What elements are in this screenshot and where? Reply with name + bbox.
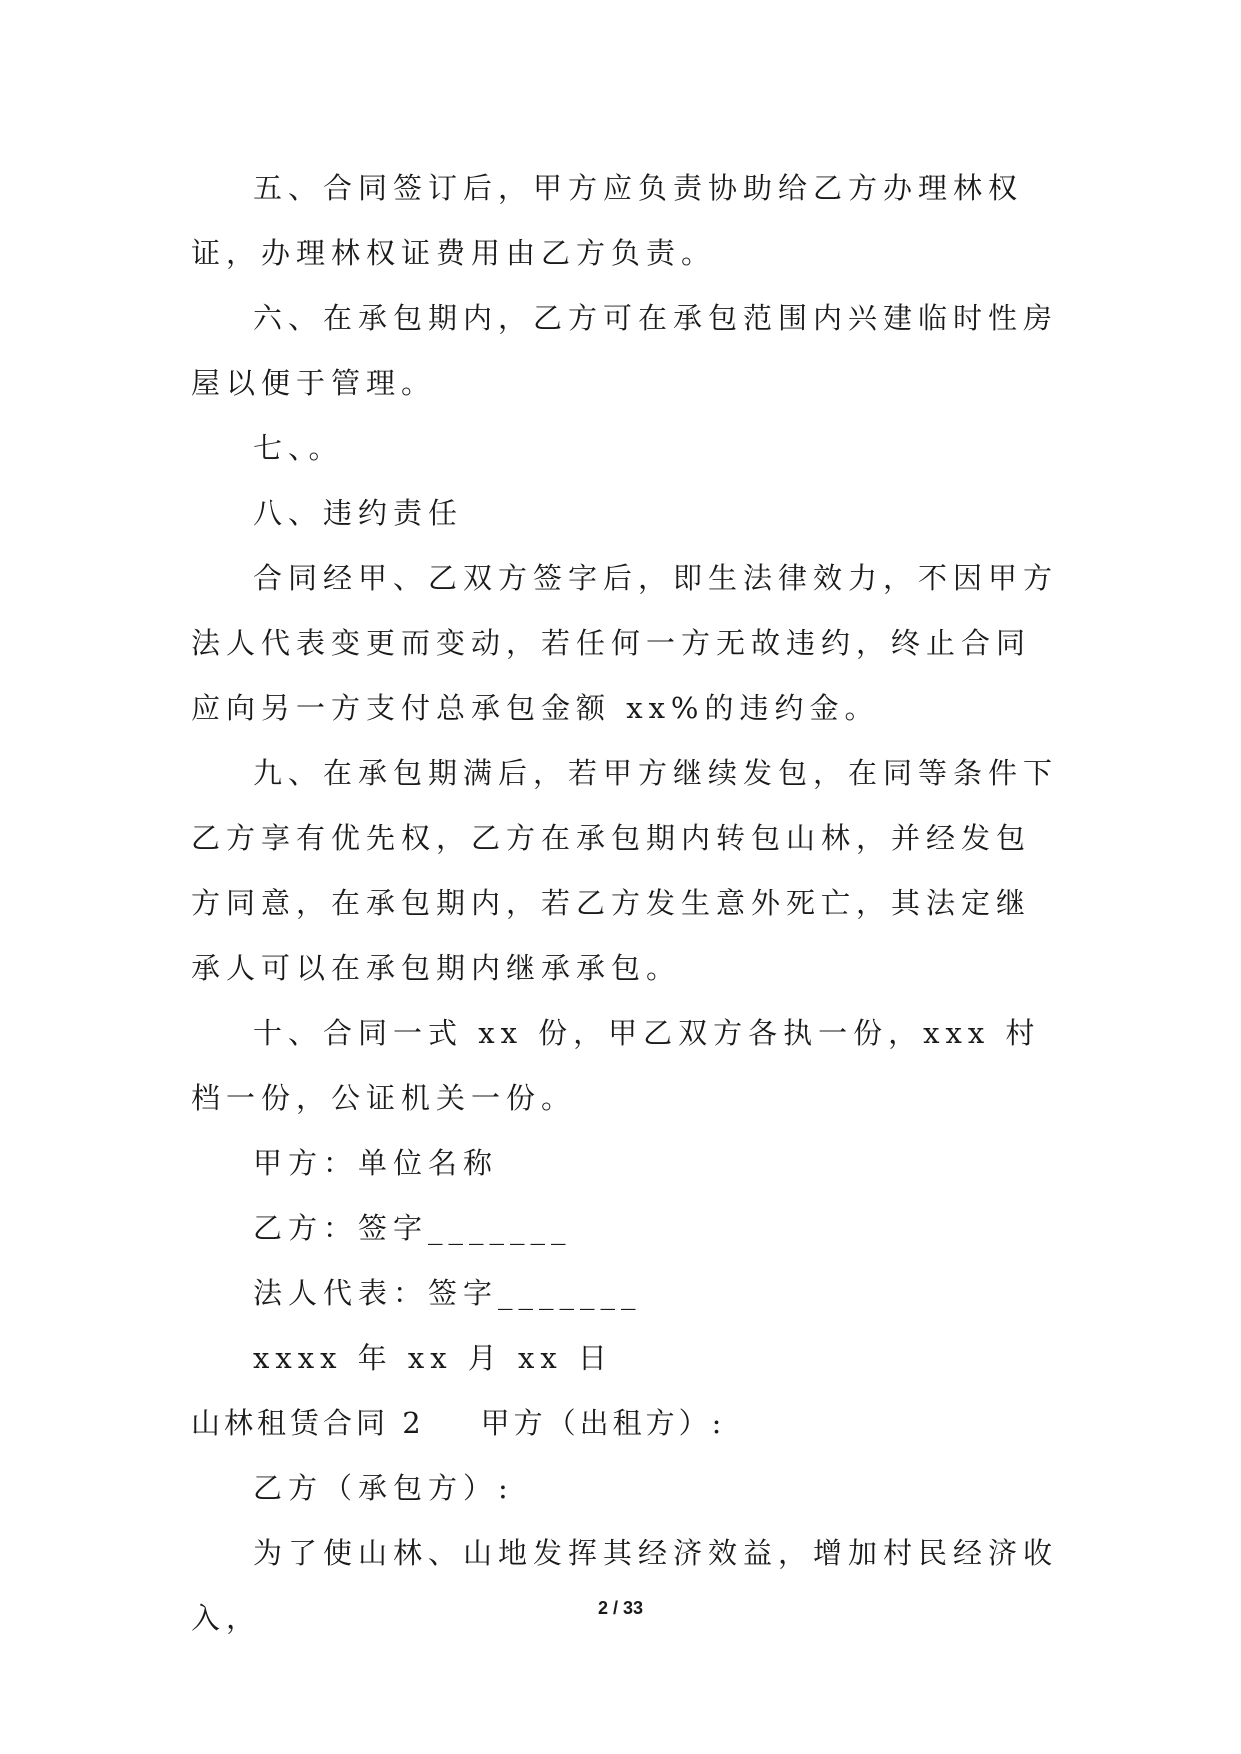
second-contract-party-a: 甲方（出租方）: xyxy=(480,1406,726,1440)
second-contract-intro: 为了使山林、山地发挥其经济效益，增加村民经济收入， xyxy=(191,1536,1059,1635)
second-contract-header xyxy=(191,1391,1061,1456)
second-contract-party-b: 乙方（承包方）: xyxy=(253,1471,514,1505)
party-a-signature: 甲方：单位名称 xyxy=(253,1146,499,1180)
clause-8-body: 合同经甲、乙双方签字后，即生法律效力，不因甲方法人代表变更而变动，若任何一方无故违约，终止合同应向另一方支付总承包金额 xx%的违约金。 xyxy=(191,561,1059,725)
page-number: 2 / 33 xyxy=(597,1598,644,1618)
party-b-signature: 乙方：签字_______ xyxy=(253,1211,572,1245)
signing-date: xxxx 年 xx 月 xx 日 xyxy=(253,1341,613,1375)
clause-6: 六、在承包期内，乙方可在承包范围内兴建临时性房屋以便于管理。 xyxy=(191,301,1059,400)
legal-rep-signature: 法人代表：签字_______ xyxy=(253,1276,642,1310)
second-contract-title: 山林租赁合同 2 xyxy=(191,1406,425,1440)
document-body xyxy=(191,156,1061,1651)
clause-9: 九、在承包期满后，若甲方继续发包，在同等条件下乙方享有优先权，乙方在承包期内转包山林，并经发包方同意，在承包期内，若乙方发生意外死亡，其法定继承人可以在承包期内继承承包。 xyxy=(191,756,1059,985)
clause-5: 五、合同签订后，甲方应负责协助给乙方办理林权证，办理林权证费用由乙方负责。 xyxy=(191,171,1024,270)
clause-10: 十、合同一式 xx 份，甲乙双方各执一份，xxx 村档一份，公证机关一份。 xyxy=(191,1016,1041,1115)
clause-8-heading: 八、违约责任 xyxy=(253,496,464,530)
clause-7: 七、。 xyxy=(253,431,344,465)
